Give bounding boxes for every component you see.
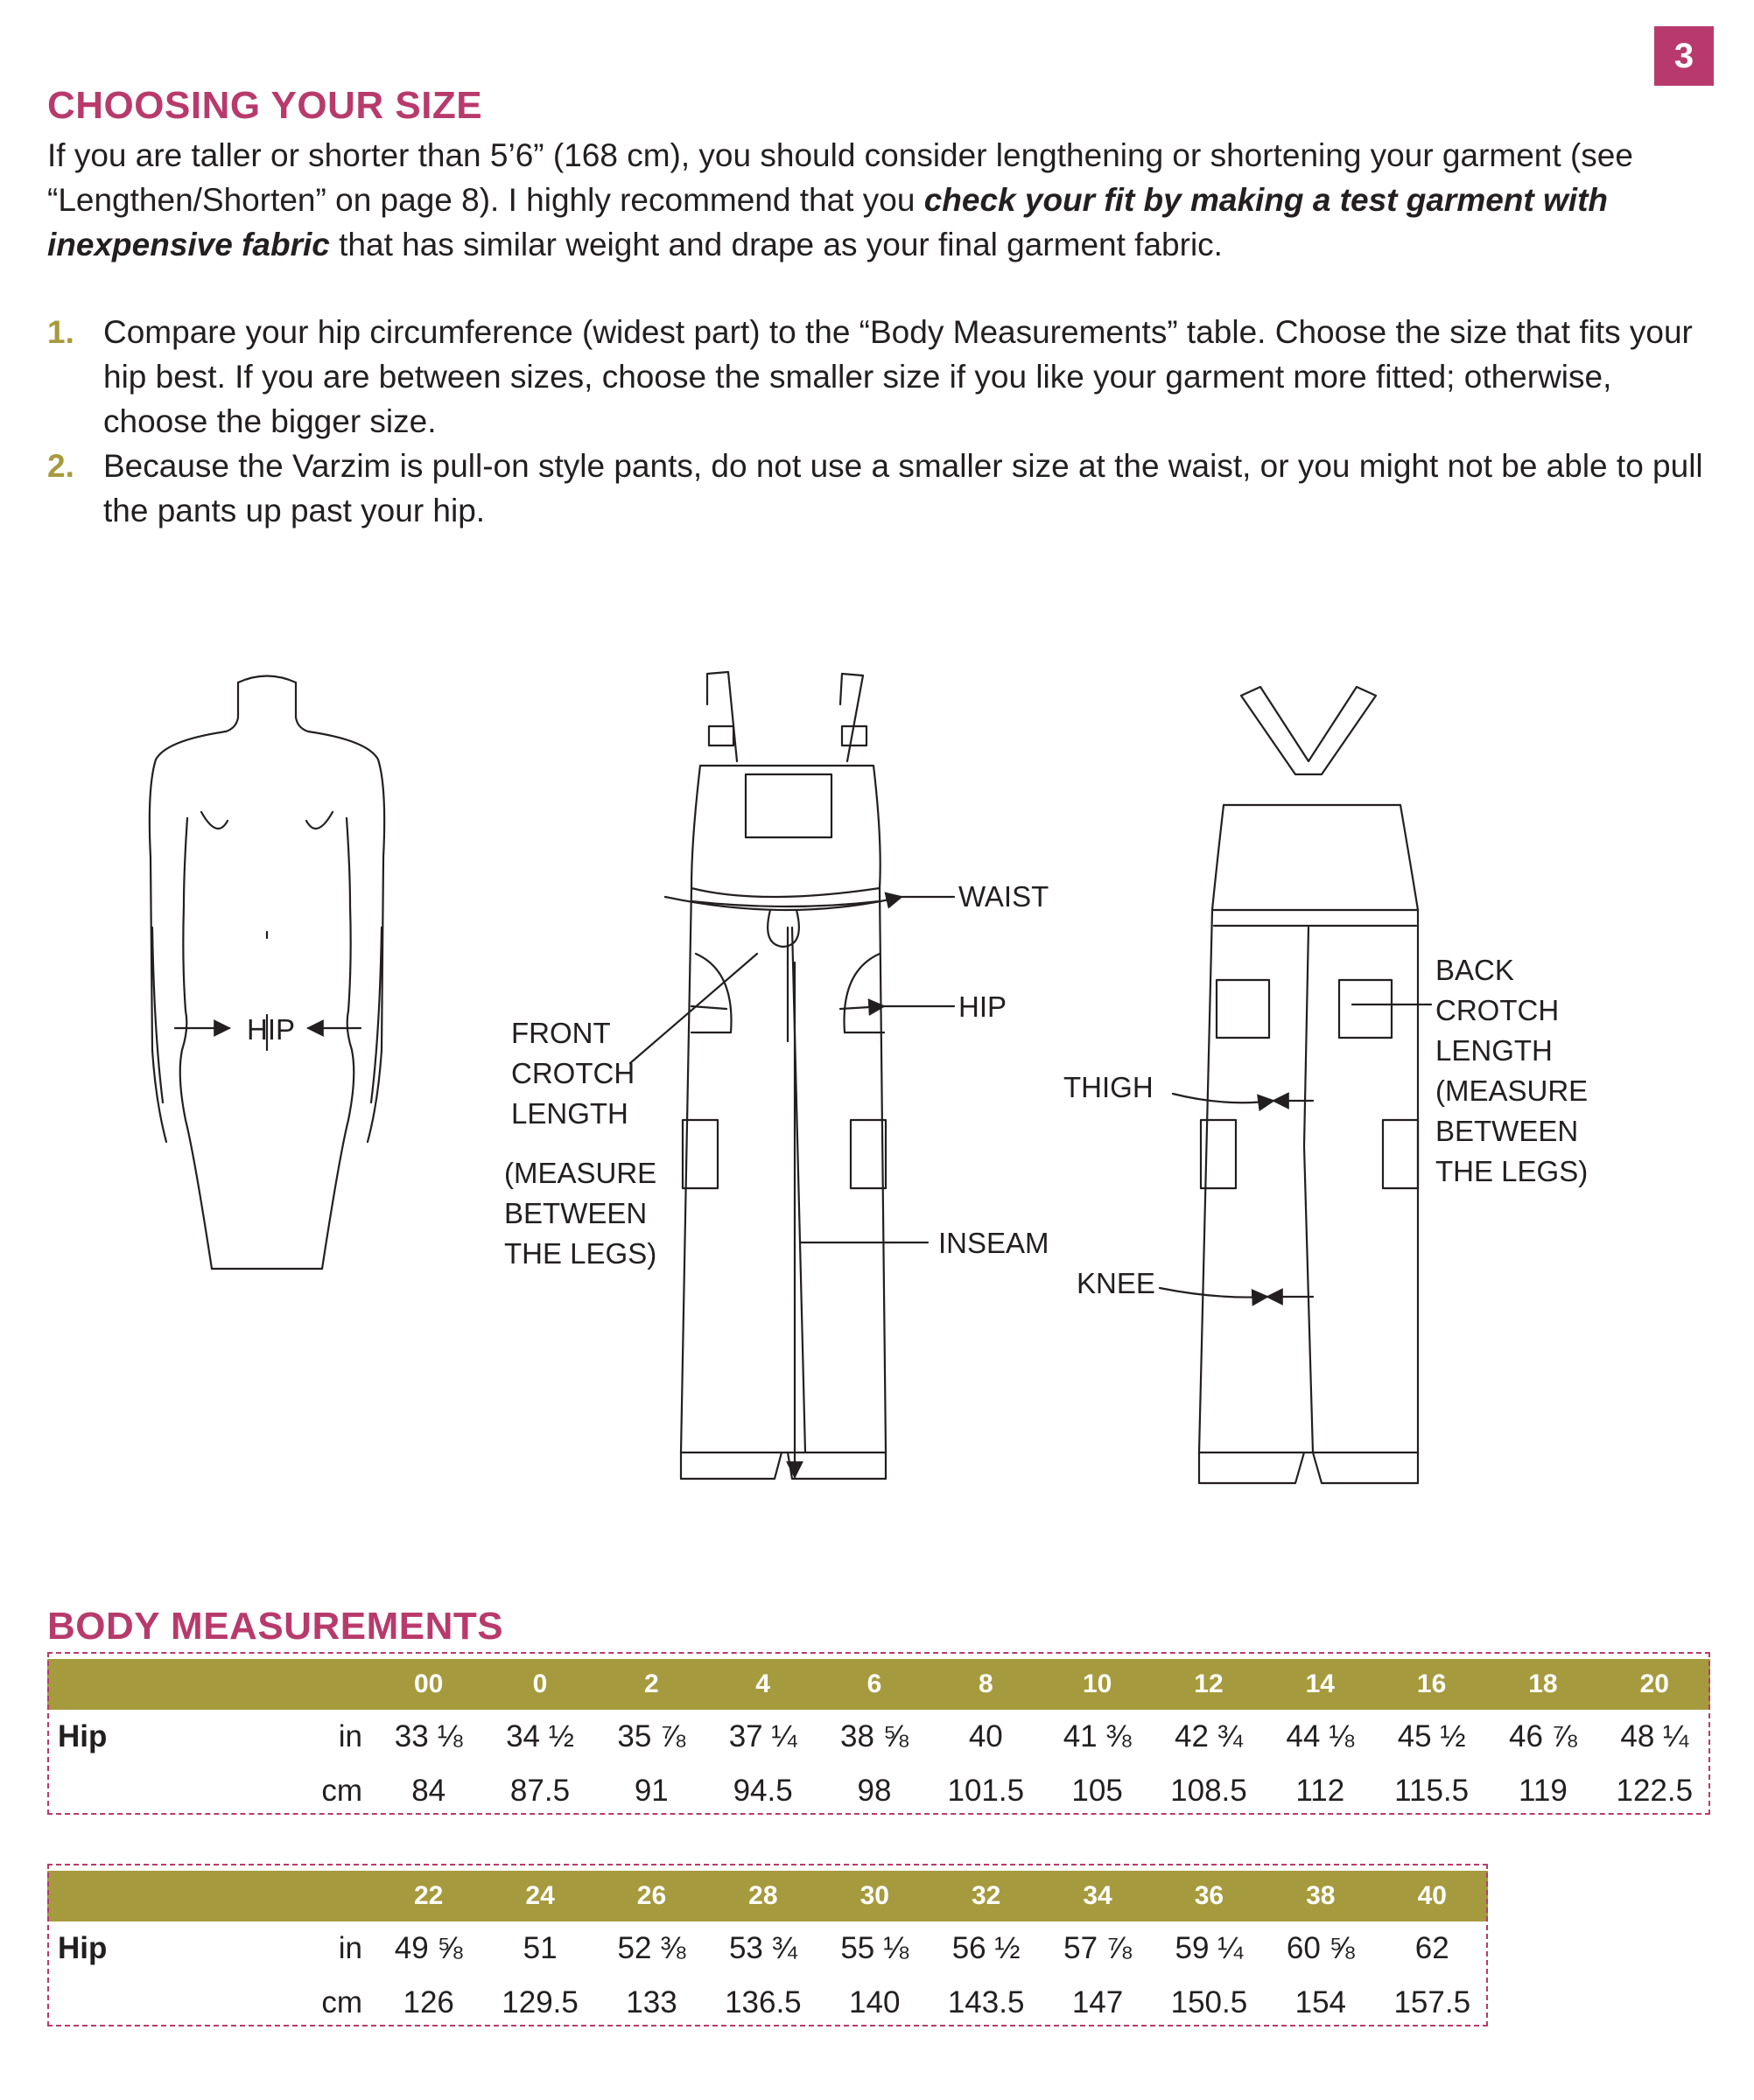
choosing-size-title: CHOOSING YOUR SIZE — [47, 84, 483, 127]
label-back-crotch-word: CROTCH — [1435, 994, 1560, 1026]
table-1-dashed-border — [1708, 1652, 1710, 1815]
label-thigh: THIGH — [1063, 1071, 1154, 1103]
hip-cm-value: 91 — [634, 1774, 669, 1808]
size-header: 6 — [818, 1659, 930, 1710]
intro-text-end: that has similar weight and drape as your final garment fabric. — [329, 227, 1223, 262]
unit-cm: cm — [321, 1774, 362, 1808]
size-header: 28 — [707, 1871, 818, 1922]
hip-inch-value: 41 ⅜ — [1063, 1719, 1132, 1754]
label-back-between: BETWEEN — [1435, 1115, 1579, 1147]
table-2-dashed-border — [1486, 1864, 1488, 2026]
table-2-dashed-border — [47, 2025, 1488, 2026]
size-header: 22 — [373, 1871, 484, 1922]
thigh-arrow — [1173, 1094, 1273, 1102]
header-blank — [47, 1659, 275, 1710]
hip-inch-value: 46 ⅞ — [1509, 1719, 1577, 1754]
table-1-dashed-border — [47, 1652, 49, 1815]
header-blank — [275, 1871, 373, 1922]
step-number: 1. — [47, 314, 74, 350]
hip-cm-value: 154 — [1294, 1985, 1347, 2020]
label-waist: WAIST — [958, 880, 1049, 913]
size-header: 40 — [1377, 1871, 1488, 1922]
size-header: 26 — [596, 1871, 707, 1922]
label-knee: KNEE — [1077, 1267, 1155, 1299]
header-blank — [47, 1871, 275, 1922]
hip-inch-value: 49 ⅝ — [394, 1931, 463, 1965]
hip-cm-value: 147 — [1071, 1985, 1124, 2020]
hip-cm-value: 108.5 — [1170, 1774, 1247, 1808]
hip-inch-value: 40 — [968, 1719, 1003, 1754]
table-1-dashed-border — [47, 1813, 1710, 1815]
hip-cm-value: 98 — [857, 1774, 892, 1808]
step-number: 2. — [47, 448, 74, 484]
size-header-row — [47, 1871, 1488, 1922]
label-back: BACK — [1435, 954, 1514, 986]
hip-cm-value: 157.5 — [1393, 1985, 1471, 2020]
back-overalls-figure — [1199, 687, 1418, 1483]
table-2-dashed-border — [47, 1864, 49, 2026]
hip-inch-value: 57 ⅞ — [1063, 1931, 1132, 1965]
unit-in: in — [338, 1719, 362, 1754]
size-header-row — [47, 1659, 1710, 1710]
hip-cm-value: 105 — [1071, 1774, 1123, 1808]
label-inseam: INSEAM — [938, 1227, 1049, 1259]
size-header: 32 — [930, 1871, 1042, 1922]
row-label-hip: Hip — [58, 1931, 108, 1965]
label-back-crotch — [1435, 954, 1596, 1187]
hip-inch-value: 59 ¼ — [1175, 1931, 1244, 1965]
measurements-table-1 — [47, 1659, 1710, 1818]
hip-cm-value: 126 — [403, 1985, 454, 2020]
size-header: 16 — [1376, 1659, 1487, 1710]
hip-inch-row — [47, 1922, 1488, 1976]
label-front: FRONT — [511, 1017, 611, 1049]
hip-cm-value: 87.5 — [509, 1774, 571, 1808]
intro-text-start: If you are taller or shorter than 5’6” (168 cm), you should consider lengthening or shortening your garment (see “Lengthen/Shorten” on page 8). I highly recommend that you — [47, 137, 1633, 218]
label-hip-front: HIP — [958, 990, 1007, 1023]
size-header: 4 — [707, 1659, 818, 1710]
hip-cm-value: 115.5 — [1394, 1774, 1470, 1808]
hip-cm-value: 122.5 — [1616, 1774, 1694, 1808]
hip-inch-value: 38 ⅝ — [840, 1719, 909, 1754]
hip-cm-value: 101.5 — [947, 1774, 1025, 1808]
hip-cm-row — [47, 1976, 1488, 2030]
label-length: LENGTH — [511, 1097, 628, 1130]
size-header: 12 — [1153, 1659, 1264, 1710]
hip-cm-value: 119 — [1519, 1774, 1568, 1808]
size-header: 36 — [1154, 1871, 1265, 1922]
hip-inch-value: 51 — [523, 1931, 558, 1965]
label-front-crotch — [511, 1017, 642, 1130]
size-header: 2 — [596, 1659, 707, 1710]
hip-cm-value: 150.5 — [1170, 1985, 1248, 2020]
size-header: 20 — [1599, 1659, 1710, 1710]
size-header: 38 — [1265, 1871, 1376, 1922]
size-header: 00 — [373, 1659, 484, 1710]
size-header: 18 — [1487, 1659, 1598, 1710]
hip-inch-value: 42 ¾ — [1175, 1719, 1243, 1754]
size-header: 30 — [819, 1871, 930, 1922]
unit-in: in — [338, 1931, 362, 1965]
hip-cm-value: 143.5 — [947, 1985, 1025, 2020]
step-text: Compare your hip circumference (widest part) to the “Body Measurements” table. Choose the size that fits your hip best. If you are between sizes, choose the smaller size if you like your garment more fitted; otherwise, choose the bigger size. — [103, 314, 1693, 439]
hip-inch-value: 35 ⅞ — [617, 1719, 686, 1754]
size-header: 34 — [1042, 1871, 1153, 1922]
hip-cm-value: 140 — [849, 1985, 901, 2020]
row-label-hip: Hip — [58, 1719, 108, 1754]
label-back-length: LENGTH — [1435, 1034, 1553, 1067]
body-measurements-title: BODY MEASUREMENTS — [47, 1605, 504, 1648]
hip-inch-value: 62 — [1414, 1931, 1449, 1965]
front-overalls-figure — [681, 672, 886, 1479]
label-between: BETWEEN — [504, 1197, 648, 1229]
table-2-dashed-border — [47, 1864, 1488, 1866]
size-header: 24 — [484, 1871, 595, 1922]
intro-paragraph — [47, 133, 1710, 267]
hip-cm-row — [47, 1764, 1710, 1818]
table-1-dashed-border — [47, 1652, 1710, 1654]
intro-emphasis: check your fit by making a test garment with inexpensive fabric — [47, 182, 1608, 262]
hip-cm-value: 84 — [411, 1774, 446, 1808]
crotch-leader — [630, 954, 757, 1063]
label-front-note — [504, 1157, 664, 1270]
label-the-legs: THE LEGS) — [504, 1237, 657, 1270]
row-label-blank — [47, 1764, 275, 1818]
hip-inch-value: 60 ⅝ — [1286, 1931, 1355, 1965]
hip-cm-value: 136.5 — [725, 1985, 802, 2020]
waist-arrow — [665, 897, 902, 910]
hip-cm-value: 133 — [626, 1985, 677, 2020]
step-text: Because the Varzim is pull-on style pants, do not use a smaller size at the waist, or you might not be able to pull the pants up past your hip. — [103, 448, 1703, 528]
step-item — [47, 444, 1710, 533]
hip-inch-value: 52 ⅜ — [617, 1931, 686, 1965]
measurements-table-2 — [47, 1871, 1488, 2030]
hip-cm-value: 129.5 — [502, 1985, 579, 2020]
measurement-diagram — [0, 665, 1754, 1505]
step-item — [47, 310, 1710, 444]
hip-inch-value: 56 ½ — [951, 1931, 1021, 1965]
label-back-measure: (MEASURE — [1435, 1074, 1589, 1107]
hip-cm-value: 112 — [1295, 1774, 1345, 1808]
label-hip-body: HIP — [247, 1013, 296, 1046]
label-measure: (MEASURE — [504, 1157, 657, 1189]
size-header: 10 — [1042, 1659, 1153, 1710]
hip-inch-row — [47, 1710, 1710, 1764]
knee-arrow — [1160, 1288, 1267, 1298]
hip-inch-value: 33 ⅛ — [394, 1719, 463, 1754]
size-header: 8 — [930, 1659, 1042, 1710]
hip-inch-value: 37 ¼ — [728, 1719, 797, 1754]
hip-inch-value: 55 ⅛ — [840, 1931, 909, 1965]
unit-cm: cm — [321, 1985, 362, 2020]
page-number: 3 — [1654, 26, 1714, 86]
size-header: 14 — [1265, 1659, 1376, 1710]
hip-inch-value: 53 ¾ — [728, 1931, 797, 1965]
hip-inch-value: 34 ½ — [506, 1719, 574, 1754]
body-form-figure — [150, 676, 384, 1270]
label-crotch: CROTCH — [511, 1057, 635, 1089]
hip-inch-value: 44 ⅛ — [1286, 1719, 1355, 1754]
hip-cm-value: 94.5 — [733, 1774, 793, 1808]
size-steps-list — [47, 310, 1710, 533]
hip-inch-value: 45 ½ — [1397, 1719, 1466, 1754]
row-label-blank — [47, 1976, 275, 2030]
label-back-the-legs: THE LEGS) — [1435, 1155, 1589, 1187]
size-header: 0 — [484, 1659, 595, 1710]
hip-inch-value: 48 ¼ — [1620, 1719, 1689, 1754]
header-blank — [275, 1659, 373, 1710]
